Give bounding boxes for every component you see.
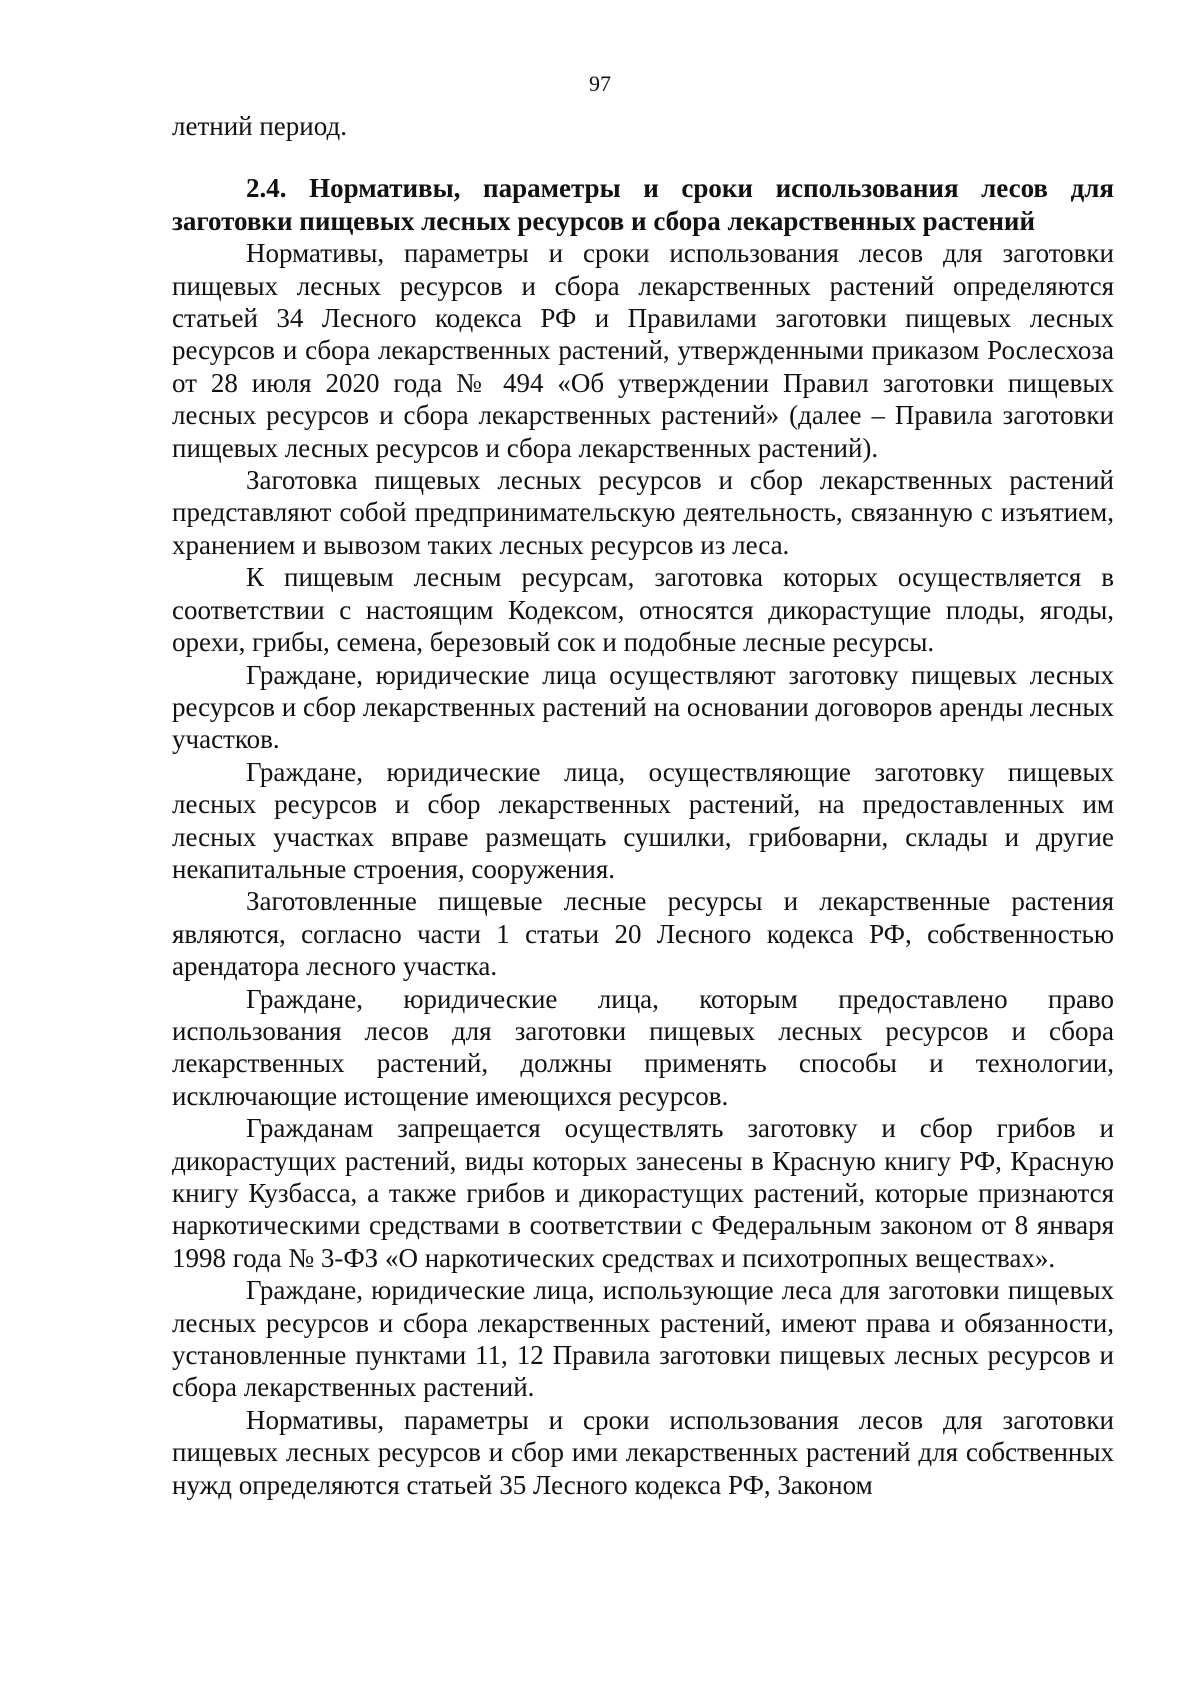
continuation-text: летний период. bbox=[172, 111, 347, 141]
paragraph: Заготовка пищевых лесных ресурсов и сбор лекарственных растений представляют собой предпринимательскую деятельность, связанную с изъятием, хранением и вывозом таких лесных ресурсов из леса. bbox=[172, 465, 1114, 560]
paragraph: Граждане, юридические лица, которым предоставлено право использования лесов для заготовки пищевых лесных ресурсов и сбора лекарственных растений, должны применять способы и технологии, исключающие истощение имеющихся ресурсов. bbox=[172, 983, 1114, 1111]
paragraph: Гражданам запрещается осуществлять заготовку и сбор грибов и дикорастущих растений, виды которых занесены в Красную книгу РФ, Красную книгу Кузбасса, а также грибов и дикорастущих растений, которые признаются наркотическими средствами в соответствии с Федеральным законом от 8 января 1998 года № 3-ФЗ «О наркотических средствах и психотропных веществах». bbox=[172, 1113, 1114, 1273]
document-body bbox=[172, 110, 1114, 1501]
paragraph: К пищевым лесным ресурсам, заготовка которых осуществляется в соответствии с настоящим Кодексом, относятся дикорастущие плоды, ягоды, орехи, грибы, семена, березовый сок и подобные лесные ресурсы. bbox=[172, 562, 1114, 658]
paragraph: Нормативы, параметры и сроки использования лесов для заготовки пищевых лесных ресурсов и сбор ими лекарственных растений для собственных нужд определяются статьей 35 Лесного кодекса РФ, Законом bbox=[172, 1404, 1114, 1500]
paragraph: Заготовленные пищевые лесные ресурсы и лекарственные растения являются, согласно части 1 статьи 20 Лесного кодекса РФ, собственностью арендатора лесного участка. bbox=[172, 886, 1114, 982]
paragraph: Граждане, юридические лица, осуществляющие заготовку пищевых лесных ресурсов и сбор лекарственных растений, на предоставленных им лесных участках вправе размещать сушилки, грибоварни, склады и другие некапитальные строения, сооружения. bbox=[172, 756, 1114, 884]
section-heading: 2.4. Нормативы, параметры и сроки использования лесов для заготовки пищевых лесных ресурсов и сбора лекарственных растений bbox=[172, 173, 1114, 236]
page-number: 97 bbox=[589, 71, 611, 96]
paragraph: Нормативы, параметры и сроки использования лесов для заготовки пищевых лесных ресурсов и сбора лекарственных растений определяются статьей 34 Лесного кодекса РФ и Правилами заготовки пищевых лесных ресурсов и сбора лекарственных растений, утвержденными приказом Рослесхоза от 28 июля 2020 года № 494 «Об утверждении Правил заготовки пищевых лесных ресурсов и сбора лекарственных растений» (далее – Правила заготовки пищевых лесных ресурсов и сбора лекарственных растений). bbox=[172, 238, 1114, 463]
paragraph: Граждане, юридические лица осуществляют заготовку пищевых лесных ресурсов и сбор лекарственных растений на основании договоров аренды лесных участков. bbox=[172, 659, 1114, 755]
paragraph: Граждане, юридические лица, использующие леса для заготовки пищевых лесных ресурсов и сбора лекарственных растений, имеют права и обязанности, установленные пунктами 11, 12 Правила заготовки пищевых лесных ресурсов и сбора лекарственных растений. bbox=[172, 1275, 1114, 1403]
